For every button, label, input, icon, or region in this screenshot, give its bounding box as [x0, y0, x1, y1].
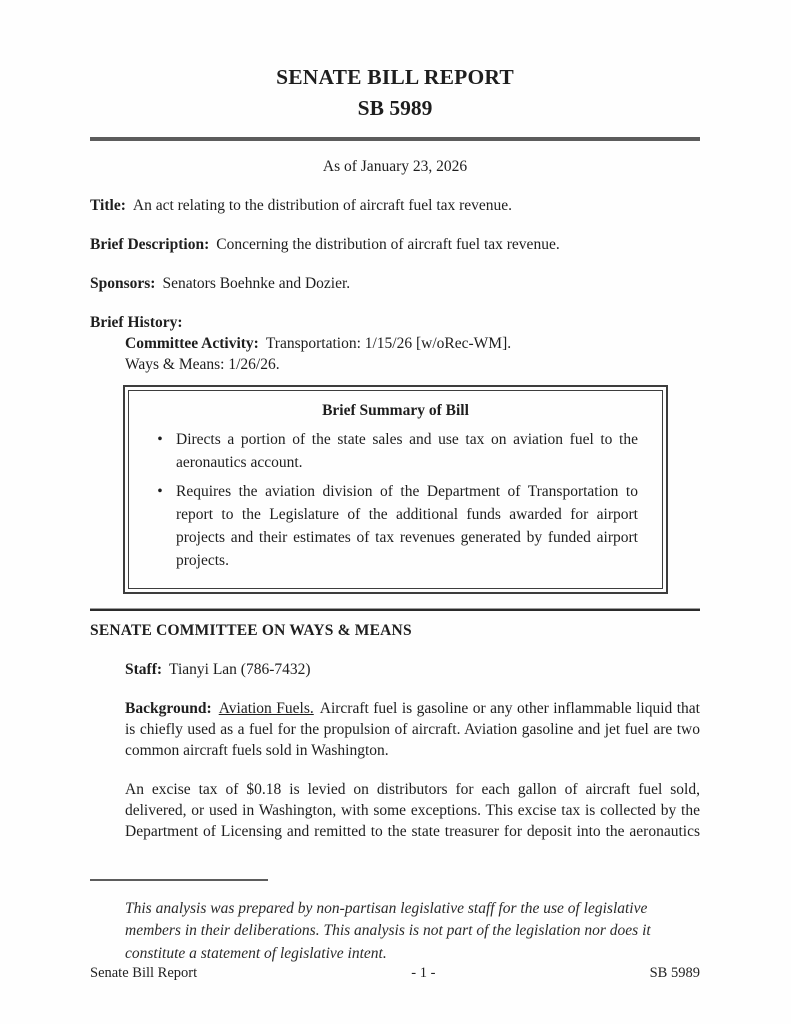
staff-text: Tianyi Lan (786-7432): [169, 660, 311, 678]
staff-label: Staff:: [125, 660, 163, 678]
background-paragraph-2: An excise tax of $0.18 is levied on distributors for each gallon of aircraft fuel sold, delivered, or used in Washington, with some exceptions. This excise tax is collected by the Department of Licensing and remitted to the state treasurer for deposit into the aeronautics: [125, 780, 700, 840]
summary-bullet-1-text: Directs a portion of the state sales and use tax on aviation fuel to the aeronautics account.: [176, 430, 638, 471]
section-rule: [90, 608, 700, 611]
brief-history-heading: Brief History:: [90, 313, 183, 331]
summary-bullet-1: [153, 428, 638, 474]
field-title: [90, 195, 700, 216]
document-title: SENATE BILL REPORT: [276, 65, 514, 89]
field-brief-description-label: Brief Description:: [90, 235, 210, 253]
footer-page-number: - 1 -: [411, 965, 436, 981]
field-brief-description: [90, 234, 700, 255]
footer-report-name: Senate Bill Report: [90, 965, 198, 981]
bullet-icon: •: [157, 482, 163, 500]
ways-means-line: Ways & Means: 1/26/26.: [125, 355, 280, 373]
bullet-icon: •: [157, 430, 163, 448]
field-sponsors: [90, 273, 700, 294]
background-paragraph-1: [125, 698, 700, 761]
as-of-date: As of January 23, 2026: [322, 157, 468, 175]
committee-body: [125, 659, 700, 842]
background-lead-underlined: Aviation Fuels.: [218, 699, 314, 717]
committee-heading: SENATE COMMITTEE ON WAYS & MEANS: [90, 621, 412, 639]
brief-summary-box-inner: [128, 390, 663, 589]
field-sponsors-label: Sponsors:: [90, 274, 156, 292]
background-paragraph-1-text: Aircraft fuel is gasoline or any other inflammable liquid that is chiefly used as a fuel for the propulsion of aircraft. Aviation gasoline and jet fuel are two common aircraft fuels sold in Washington.: [125, 699, 700, 759]
brief-summary-heading: Brief Summary of Bill: [322, 401, 469, 419]
disclaimer-text: This analysis was prepared by non-partisan legislative staff for the use of legislative members in their deliberations. This analysis is not part of the legislation nor does it constitute a statement of legislative intent.: [125, 899, 651, 962]
bill-number-title: SB 5989: [357, 95, 433, 120]
summary-bullet-2: [153, 480, 638, 572]
brief-history-section: [90, 312, 700, 375]
committee-activity-text: Transportation: 1/15/26 [w/oRec-WM].: [265, 334, 512, 352]
field-sponsors-text: Senators Boehnke and Dozier.: [162, 274, 351, 292]
footnote-rule: [90, 879, 268, 881]
committee-activity-line: [125, 333, 700, 354]
footer-bill-number: SB 5989: [649, 965, 700, 981]
field-brief-description-text: Concerning the distribution of aircraft fuel tax revenue.: [216, 235, 560, 253]
brief-summary-box: [123, 385, 668, 594]
staff-line: [125, 659, 700, 680]
field-title-label: Title:: [90, 196, 126, 214]
page-footer: [90, 965, 700, 982]
field-title-text: An act relating to the distribution of aircraft fuel tax revenue.: [132, 196, 513, 214]
committee-activity-label: Committee Activity:: [125, 334, 259, 352]
background-label: Background:: [125, 699, 212, 717]
title-double-rule: [90, 137, 700, 141]
summary-bullet-2-text: Requires the aviation division of the Department of Transportation to report to the Legislature of the additional funds awarded for airport projects and their estimates of tax revenues generated by funded airport projects.: [176, 482, 638, 569]
